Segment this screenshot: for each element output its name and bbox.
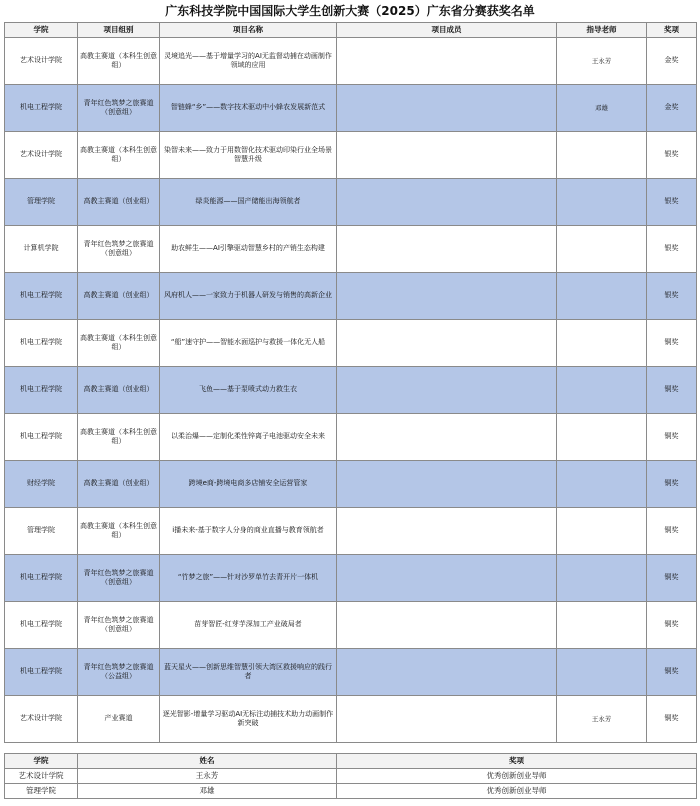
cell-members <box>337 602 557 649</box>
table-row <box>5 179 697 226</box>
table-row <box>5 696 697 743</box>
cell-project: 助农鲜生——AI引擎驱动智慧乡村的产销生态构建 <box>160 226 337 273</box>
cell-members <box>337 320 557 367</box>
cell-members <box>337 414 557 461</box>
cell-track: 青年红色筑梦之旅赛道（公益组） <box>78 649 160 696</box>
cell-award: 银奖 <box>647 273 697 320</box>
mentor-row <box>5 784 697 799</box>
cell-teacher: 王永芳 <box>557 696 647 743</box>
table-row <box>5 85 697 132</box>
cell-track: 高教主赛道（创业组） <box>78 273 160 320</box>
cell-members <box>337 367 557 414</box>
cell-teacher <box>557 132 647 179</box>
cell-college: 机电工程学院 <box>5 602 78 649</box>
cell-track: 高教主赛道（本科生创意组） <box>78 320 160 367</box>
cell-track: 产业赛道 <box>78 696 160 743</box>
cell-college: 艺术设计学院 <box>5 38 78 85</box>
cell-award: 铜奖 <box>647 555 697 602</box>
cell-project: 苗芽智匠-红芽芋深加工产业破局者 <box>160 602 337 649</box>
cell-track: 高教主赛道（创业组） <box>78 461 160 508</box>
cell-teacher <box>557 461 647 508</box>
cell-college: 艺术设计学院 <box>5 696 78 743</box>
cell-track: 青年红色筑梦之旅赛道（创意组） <box>78 85 160 132</box>
cell-project: 智链蜂“乡”——数字技术驱动中小蜂农发展新范式 <box>160 85 337 132</box>
cell-award: 铜奖 <box>647 602 697 649</box>
cell-teacher: 邓雄 <box>557 85 647 132</box>
cell-college: 财经学院 <box>5 461 78 508</box>
cell-members <box>337 649 557 696</box>
cell-members <box>337 226 557 273</box>
cell-teacher: 王永芳 <box>557 38 647 85</box>
cell-project: i播未来-基于数字人分身的商业直播与教育领航者 <box>160 508 337 555</box>
cell-track: 高教主赛道（本科生创意组） <box>78 414 160 461</box>
cell-teacher <box>557 320 647 367</box>
cell-track: 高教主赛道（创业组） <box>78 367 160 414</box>
mentor-header-name: 姓名 <box>78 754 337 769</box>
mentor-header-college: 学院 <box>5 754 78 769</box>
cell-members <box>337 508 557 555</box>
cell-teacher <box>557 555 647 602</box>
cell-track: 青年红色筑梦之旅赛道（创意组） <box>78 555 160 602</box>
cell-award: 银奖 <box>647 132 697 179</box>
cell-members <box>337 696 557 743</box>
cell-project: 以柔治爆——定制化柔性锌离子电池驱动安全未来 <box>160 414 337 461</box>
cell-college: 管理学院 <box>5 179 78 226</box>
cell-members <box>337 461 557 508</box>
table-row <box>5 649 697 696</box>
cell-award: 铜奖 <box>647 696 697 743</box>
table-row <box>5 461 697 508</box>
cell-project: 蓝天星火——创新思维智慧引领大湾区救援响应的践行者 <box>160 649 337 696</box>
cell-award: 银奖 <box>647 226 697 273</box>
cell-members <box>337 85 557 132</box>
cell-project: 灵境追光——基于增量学习的AI无监督动捕在动画制作领域的应用 <box>160 38 337 85</box>
cell-award: 铜奖 <box>647 508 697 555</box>
cell-track: 高教主赛道（本科生创意组） <box>78 508 160 555</box>
cell-project: “竹梦之旅”——针对沙罗单竹去青开片一体机 <box>160 555 337 602</box>
cell-project: 跨境e商-跨境电商多店铺安全运营管家 <box>160 461 337 508</box>
cell-award: 铜奖 <box>647 461 697 508</box>
mentor-row <box>5 769 697 784</box>
cell-teacher <box>557 649 647 696</box>
cell-teacher <box>557 414 647 461</box>
header-teacher: 指导老师 <box>557 23 647 38</box>
table-row <box>5 367 697 414</box>
table-row <box>5 414 697 461</box>
cell-award: 铜奖 <box>647 320 697 367</box>
cell-track: 高教主赛道（创业组） <box>78 179 160 226</box>
cell-project: 染智未来——致力于用数智化技术驱动印染行业全场景智慧升级 <box>160 132 337 179</box>
cell-members <box>337 132 557 179</box>
cell-award: 金奖 <box>647 38 697 85</box>
cell-award: 铜奖 <box>647 414 697 461</box>
mentor-name: 邓雄 <box>78 784 337 799</box>
mentor-name: 王永芳 <box>78 769 337 784</box>
header-members: 项目成员 <box>337 23 557 38</box>
mentor-award-table <box>4 753 697 799</box>
mentor-award: 优秀创新创业导师 <box>337 784 697 799</box>
cell-award: 金奖 <box>647 85 697 132</box>
cell-award: 铜奖 <box>647 367 697 414</box>
page-title: 广东科技学院中国国际大学生创新大赛（2025）广东省分赛获奖名单 <box>165 4 535 18</box>
cell-project: 飞鱼——基于泵喷式动力救生衣 <box>160 367 337 414</box>
cell-members <box>337 38 557 85</box>
cell-college: 机电工程学院 <box>5 649 78 696</box>
cell-project: 风府机人——一家致力于机器人研发与销售的高新企业 <box>160 273 337 320</box>
cell-teacher <box>557 273 647 320</box>
mentor-header-row <box>5 754 697 769</box>
cell-college: 机电工程学院 <box>5 367 78 414</box>
cell-teacher <box>557 367 647 414</box>
cell-track: 高教主赛道（本科生创意组） <box>78 38 160 85</box>
table-row <box>5 508 697 555</box>
table-row <box>5 555 697 602</box>
cell-award: 银奖 <box>647 179 697 226</box>
cell-award: 铜奖 <box>647 649 697 696</box>
mentor-award: 优秀创新创业导师 <box>337 769 697 784</box>
cell-college: 机电工程学院 <box>5 320 78 367</box>
cell-members <box>337 273 557 320</box>
cell-track: 高教主赛道（本科生创意组） <box>78 132 160 179</box>
header-project: 项目名称 <box>160 23 337 38</box>
header-award: 奖项 <box>647 23 697 38</box>
cell-teacher <box>557 508 647 555</box>
cell-college: 机电工程学院 <box>5 85 78 132</box>
cell-college: 机电工程学院 <box>5 273 78 320</box>
cell-college: 机电工程学院 <box>5 414 78 461</box>
table-row <box>5 38 697 85</box>
cell-project: 绿炎能源——国产储能出海领航者 <box>160 179 337 226</box>
cell-members <box>337 555 557 602</box>
cell-teacher <box>557 179 647 226</box>
cell-college: 艺术设计学院 <box>5 132 78 179</box>
cell-college: 计算机学院 <box>5 226 78 273</box>
cell-teacher <box>557 602 647 649</box>
cell-track: 青年红色筑梦之旅赛道（创意组） <box>78 226 160 273</box>
cell-college: 管理学院 <box>5 508 78 555</box>
table-row <box>5 226 697 273</box>
table-row <box>5 273 697 320</box>
table-row <box>5 602 697 649</box>
mentor-college: 管理学院 <box>5 784 78 799</box>
table-header-row <box>5 23 697 38</box>
header-track: 项目组别 <box>78 23 160 38</box>
cell-college: 机电工程学院 <box>5 555 78 602</box>
cell-members <box>337 179 557 226</box>
header-college: 学院 <box>5 23 78 38</box>
cell-track: 青年红色筑梦之旅赛道（创意组） <box>78 602 160 649</box>
cell-project: “船”速守护——智能水面巡护与救援一体化无人船 <box>160 320 337 367</box>
mentor-header-award: 奖项 <box>337 754 697 769</box>
mentor-college: 艺术设计学院 <box>5 769 78 784</box>
award-table <box>4 22 697 743</box>
table-row <box>5 132 697 179</box>
cell-teacher <box>557 226 647 273</box>
table-row <box>5 320 697 367</box>
cell-project: 逐光智影-增量学习驱动AI无标注动捕技术助力动画制作新突破 <box>160 696 337 743</box>
